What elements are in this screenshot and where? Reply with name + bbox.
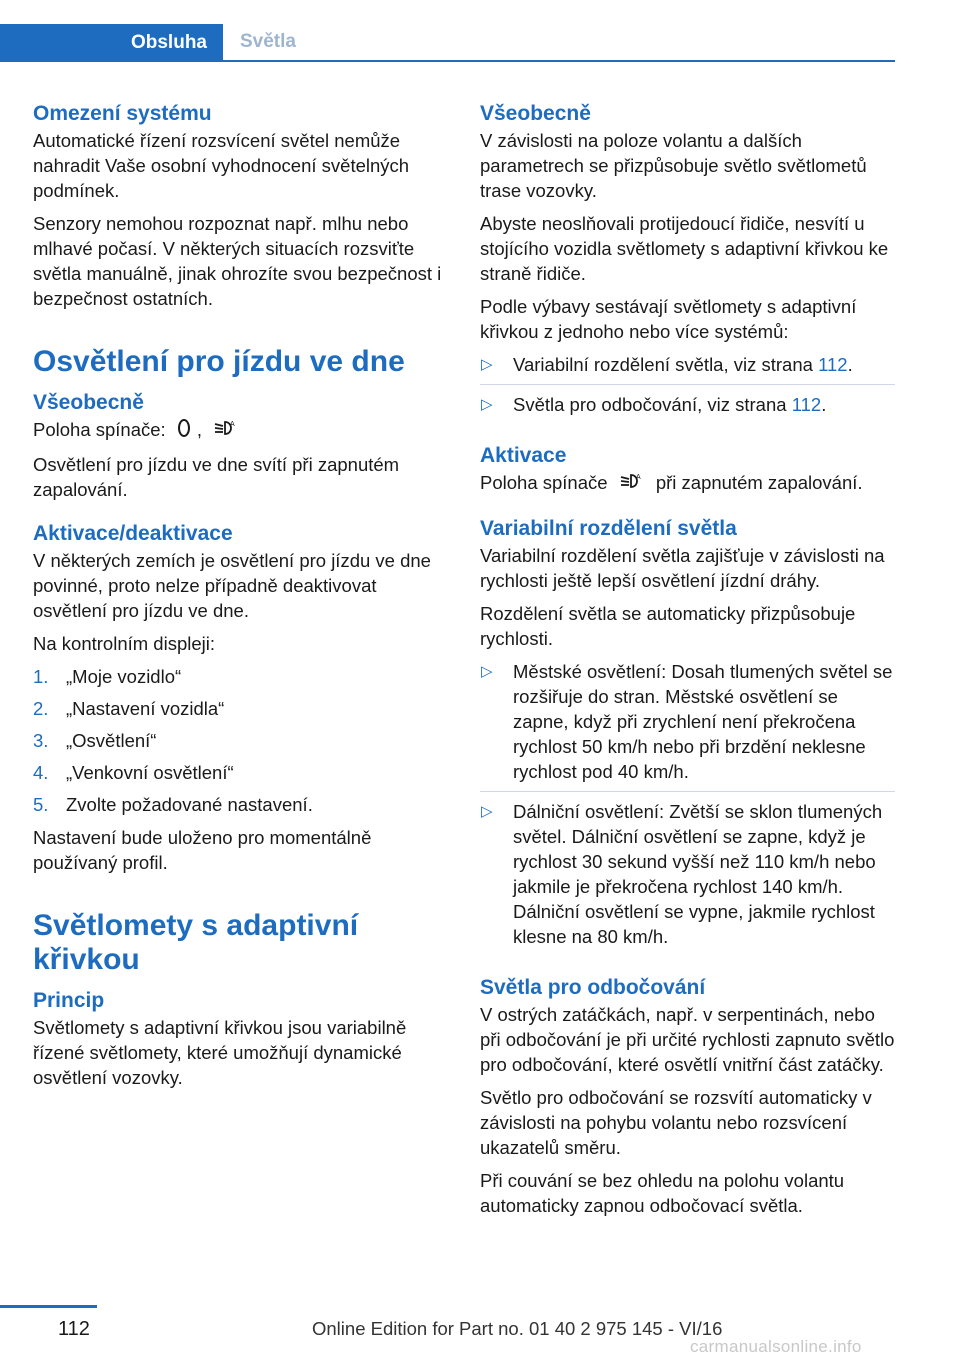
page-number: 112 [58, 1318, 90, 1340]
header-rule [0, 60, 895, 62]
paragraph: V závislosti na poloze volantu a dalších parametrech se přizpůsobuje světlo světlometů trase vozovky. [480, 130, 867, 201]
triangle-bullet-icon: ▷ [481, 396, 493, 413]
heading-vseobecne: Všeobecně [33, 391, 144, 414]
watermark: carmanualsonline.info [690, 1337, 862, 1356]
tab-svetla[interactable]: Světla [240, 31, 296, 52]
list-item: 3. „Osvětlení“ [33, 730, 157, 752]
systems-list [480, 352, 895, 424]
heading-vseobecne-right: Všeobecně [480, 102, 591, 125]
paragraph: Variabilní rozdělení světla zajišťuje v závislosti na rychlosti ještě lepší osvětlení jízdní dráhy. [480, 545, 885, 592]
heading-aktivace-deaktivace: Aktivace/deaktivace [33, 522, 233, 546]
paragraph: Senzory nemohou rozpoznat např. mlhu nebo mlhavé počasí. V některých situacích rozsviťte světla manuálně, jinak ohrozíte svou bezpečnost i bezpečnost ostatních. [33, 213, 442, 309]
heading-princip: Princip [33, 989, 105, 1013]
triangle-bullet-icon: ▷ [481, 356, 493, 373]
page-link[interactable]: 112 [791, 394, 822, 415]
steps-list [33, 664, 443, 817]
list-item: 1. „Moje vozidlo“ [33, 666, 182, 688]
paragraph: Rozdělení světla se automaticky přizpůsobuje rychlosti. [480, 603, 856, 650]
list-item: 2. „Nastavení vozidla“ [33, 698, 225, 720]
heading-variabilni-rozdeleni: Variabilní rozdělení světla [480, 517, 737, 541]
paragraph: Na kontrolním displeji: [33, 633, 215, 655]
tab-obsluha[interactable]: Obsluha [0, 24, 223, 62]
paragraph: Při couvání se bez ohledu na polohu volantu automaticky zapnou odbočovací světla. [480, 1170, 845, 1217]
triangle-bullet-icon: ▷ [481, 803, 493, 821]
right-column [480, 100, 895, 1226]
list-item: ▷ Světla pro odbočování, viz strana 112. [481, 394, 827, 415]
heading-svetla-odbocovani: Světla pro odbočování [480, 976, 706, 1000]
paragraph: Abyste neoslňovali protijedoucí řidiče, nesvítí u stojícího vozidla světlomety s adaptivní křivkou ke straně řidiče. [480, 213, 889, 284]
auto-headlight-icon [213, 418, 239, 444]
svg-text:A: A [230, 421, 235, 429]
paragraph: Automatické řízení rozsvícení světel nemůže nahradit Vaše osobní vyhodnocení světelných podmínek. [33, 130, 410, 201]
triangle-bullet-icon: ▷ [481, 663, 493, 681]
list-item: 5. Zvolte požadované nastavení. [33, 794, 313, 816]
page-link[interactable]: 112 [818, 354, 848, 375]
heading-osvetleni-ve-dne: Osvětlení pro jízdu ve dne [33, 345, 405, 378]
paragraph: Světlo pro odbočování se rozsvítí automaticky v závislosti na pohybu volantu nebo rozsvícení ukazatelů směru. [480, 1087, 872, 1159]
left-column [33, 100, 443, 1098]
page-header [0, 24, 895, 62]
heading-aktivace: Aktivace [480, 444, 567, 467]
list-item: ▷ Variabilní rozdělení světla, viz strana 112. [480, 352, 895, 385]
light-modes-list [480, 659, 895, 956]
paragraph: Podle výbavy sestávají světlomety s adaptivní křivkou z jednoho nebo více systémů: [480, 296, 857, 342]
paragraph: Nastavení bude uloženo pro momentálně používaný profil. [33, 827, 372, 874]
heading-omezeni-systemu: Omezení systému [33, 102, 212, 125]
paragraph: Světlomety s adaptivní křivkou jsou variabilně řízené světlomety, které umožňují dynamické osvětlení vozovky. [33, 1017, 407, 1089]
paragraph: V ostrých zatáčkách, např. v serpentinách, nebo při odbočování je při určité rychlosti zapnuto světlo pro odbočování, které osvětlí vnitřní část zatáčky. [480, 1004, 895, 1076]
edition-note: Online Edition for Part no. 01 40 2 975 145 - VI/16 [312, 1318, 723, 1339]
list-item: 4. „Venkovní osvětlení“ [33, 762, 234, 784]
heading-svetlomety-adaptivni: Světlomety s adaptivní křivkou [33, 909, 359, 977]
svg-text:A: A [635, 474, 641, 482]
auto-headlight-icon [619, 471, 645, 497]
switch-activation-paragraph: Poloha spínače A při zapnutém zapalování. [480, 470, 895, 497]
paragraph: Osvětlení pro jízdu ve dne svítí při zapnutém zapalování. [33, 454, 400, 501]
switch-zero-icon [177, 418, 191, 444]
separator: , [196, 419, 202, 440]
switch-position-paragraph [33, 417, 443, 444]
list-item: ▷ Dálniční osvětlení: Zvětší se sklon tlumených světel. Dálniční osvětlení se zapne, když je rychlost 30 sekund vyšší než 110 km/h nebo jakmile je překročena rychlost 140 km/h. Dálniční osvětlení se vypne, jakmile rychlost klesne na 80 km/h. [481, 801, 883, 948]
switch-position-label: Poloha spínače: [33, 419, 166, 440]
list-item: ▷ Městské osvětlení: Dosah tlumených světel se rozšiřuje do stran. Městské osvětlení se zapne, když při zrychlení není překročena rychlost 50 km/h nebo při brzdění neklesne rychlost pod 40 km/h. [480, 659, 895, 792]
paragraph: V některých zemích je osvětlení pro jízdu ve dne povinné, proto nelze případně deaktivovat osvětlení pro jízdu ve dne. [33, 550, 431, 622]
footer-rule [0, 1305, 97, 1308]
